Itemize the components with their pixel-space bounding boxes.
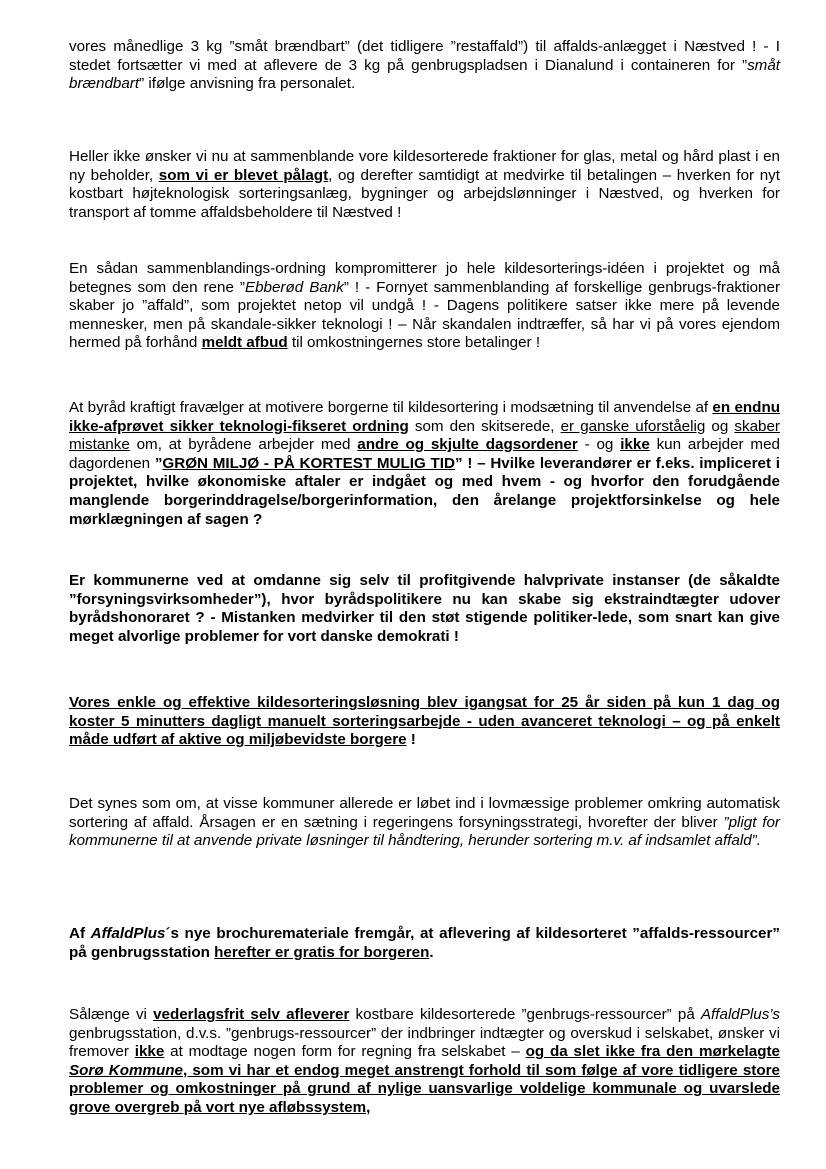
text-span: herefter er gratis for borgeren — [214, 943, 430, 961]
paragraph-5 — [69, 572, 780, 646]
text-span: som den skitserede, — [408, 417, 561, 435]
text-span: kostbare kildesorterede ”genbrugs-ressourcer” på — [349, 1006, 701, 1023]
text-span: . — [429, 943, 434, 961]
paragraph-2 — [69, 148, 780, 222]
text-span: , og derefter samtidigt at medvirke til betalingen – hverken for nyt kostbart højteknologisk sorteringsanlæg, bygninger og arbejdslønninger i Næstved, og hverken for transport af tomme affaldsbeholdere til Næstved ! — [69, 166, 780, 221]
text-span: Sorø Kommune — [69, 1061, 183, 1079]
text-span: om, at byrådene arbejder med — [129, 436, 358, 454]
text-span: AffaldPlus’s — [700, 1006, 780, 1023]
text-span: Heller ikke ønsker vi nu at sammenblande vore kildesorterede fraktioner for glas, metal og hård plast i en ny beholder, — [69, 148, 780, 184]
text-span: andre og skjulte dagsordener — [357, 436, 578, 454]
text-span: til omkostningernes store betalinger ! — [287, 334, 541, 352]
text-span: skaber mistanke — [69, 417, 780, 454]
text-span: Sålænge vi — [69, 1006, 154, 1023]
paragraph-1 — [69, 38, 780, 94]
paragraph-8 — [69, 925, 780, 962]
text-span: Ebberød Bank — [244, 278, 344, 296]
text-span: GRØN MILJØ - PÅ KORTEST MULIG TID — [162, 454, 455, 472]
text-span: en endnu ikke-afprøvet sikker teknologi-fikseret ordning — [69, 399, 780, 435]
paragraph-3 — [69, 260, 780, 353]
paragraph-9 — [69, 1006, 780, 1118]
text-span: At byråd kraftigt fravælger at motivere borgerne til kildesortering i modsætning til anvendelse af — [69, 399, 713, 416]
text-span: ´s nye brochuremateriale fremgår, at aflevering af kildesorteret ”affalds-ressourcer” på genbrugsstation — [69, 925, 780, 961]
text-span: - og — [577, 436, 621, 454]
text-span: ” ! - Fornyet sammenblanding af forskellige genbrugs-fraktioner skaber jo ”affald”, som projektet netop vil undgå ! - Dagens politikere satser ikke mere på levende mennesker, men på skandale-sikker teknologi ! – Når skandalen indtræffer, så har vi på vores ejendom hermed på forhånd — [69, 278, 781, 352]
text-span: og — [705, 417, 735, 435]
text-span: AffaldPlus — [90, 925, 166, 942]
text-span: Er kommunerne ved at omdanne sig selv til profitgivende halvprivate instanser (de såkaldte ”forsyningsvirksomheder”), hvor byrådspolitikere nu kan skabe sig ekstraindtægter udover byrådshonoraret ? - Mistanken medvirker til den støt stigende politiker-lede, som snart kan give meget alvorlige problemer for vort danske demokrati ! — [69, 572, 780, 645]
text-span: ” — [154, 454, 163, 472]
text-span: ” ! – Hvilke leverandører er f.eks. impliceret i projektet, hvilke økonomiske aftaler er indgået og med hvem - og hvorfor den forudgående manglende borgerinddragelse/borgerinformation, den årelange projektforsinkelse og hele mørklægningen af sagen ? — [69, 454, 781, 528]
text-span: småt brændbart — [69, 56, 780, 93]
text-span: meldt afbud — [201, 334, 288, 352]
text-span: og da slet ikke fra den mørkelagte — [525, 1043, 781, 1061]
text-span: Det synes som om, at visse kommuner allerede er løbet ind i lovmæssige problemer omkring automatisk sortering af affald. Årsagen er en sætning i regeringens forsyningsstrategi, hvorefter der bliver — [69, 795, 780, 831]
text-span: er ganske uforståelig — [560, 417, 706, 435]
text-span: En sådan sammenblandings-ordning kompromitterer jo hele kildesorterings-idéen i projektet og må betegnes som den rene ” — [69, 260, 780, 296]
text-span: kun arbejder med dagordenen — [69, 436, 780, 472]
paragraph-4 — [69, 399, 780, 529]
text-span: at modtage nogen form for regning fra selskabet – — [164, 1043, 526, 1061]
text-span: ! — [406, 731, 416, 749]
paragraph-7 — [69, 795, 780, 851]
text-span: ikke — [620, 436, 650, 454]
text-span: Af — [69, 925, 91, 942]
text-span: ” ifølge anvisning fra personalet. — [139, 75, 356, 93]
text-span: Vores enkle og effektive kildesorteringsløsning blev igangsat for 25 år siden på kun 1 dag og koster 5 minutters dagligt manuelt sorteringsarbejde - uden avanceret teknologi – og på enkelt måde udført af aktive og miljøbevidste borgere — [69, 694, 780, 749]
text-span: , som vi har et endog meget anstrengt forhold til som følge af vore tidligere store problemer og omkostninger på grund af nylige uansvarlige voldelige kommunale og uvarslede grove overgreb på vort nye afløbssystem, — [69, 1061, 780, 1116]
text-span: ikke — [134, 1043, 165, 1061]
text-span: vederlagsfrit selv afleverer — [153, 1006, 350, 1023]
text-span: vores månedlige 3 kg ”småt brændbart” (det tidligere ”restaffald”) til affalds-anlægget i Næstved ! - I stedet fortsætter vi med at aflevere de 3 kg på genbrugspladsen i Dianalund i containeren for ” — [69, 38, 780, 74]
text-span: genbrugsstation, d.v.s. ”genbrugs-ressourcer” der indbringer indtægter og overskud i selskabet, ønsker vi fremover — [69, 1024, 780, 1061]
text-span: som vi er blevet pålagt — [158, 166, 329, 184]
text-span: ”pligt for kommunerne til at anvende private løsninger til håndtering, herunder sortering m.v. af indsamlet affald”. — [69, 813, 780, 850]
paragraph-6 — [69, 694, 780, 750]
